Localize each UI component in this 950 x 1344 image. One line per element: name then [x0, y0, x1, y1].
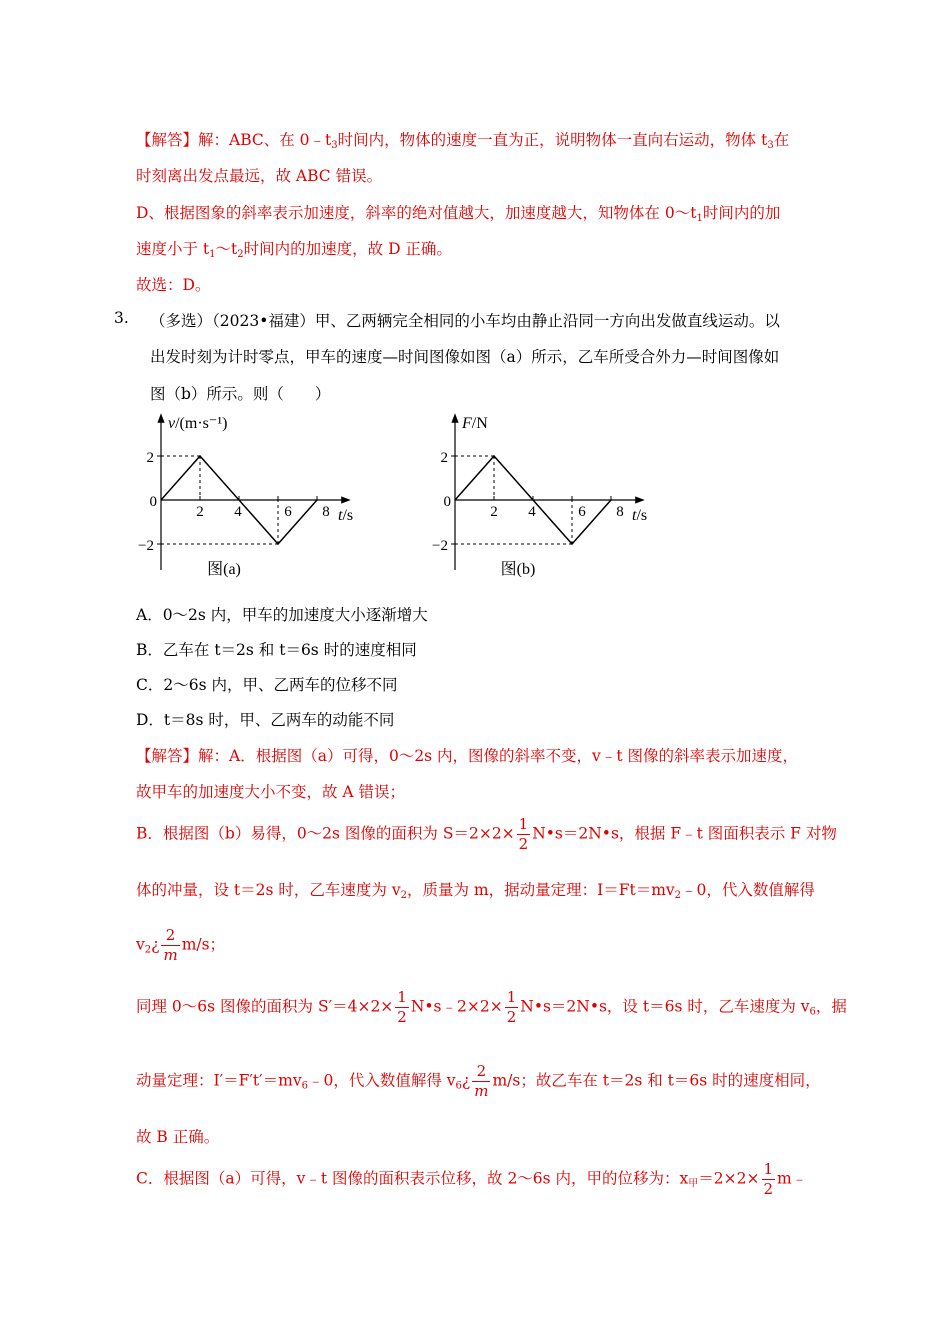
question-line-3: 图（b）所示。则（ ）	[150, 385, 331, 403]
fraction: $\frac{2}{m}$	[163, 926, 178, 964]
y-tick-label: 2	[440, 450, 448, 466]
prev-answer-line-4: 速度小于 $t_1\sim t_2$时间内的加速度，故 D 正确。	[136, 240, 452, 260]
figure-a-velocity-time	[128, 410, 378, 582]
x-tick-label: 2	[490, 504, 498, 520]
figure-caption: 图(b)	[500, 561, 536, 578]
solution-b-line-1: B．根据图（b）易得，0～2s 图像的面积为 S＝2×2× $\frac{1}{2}$ N•s＝2N•s，根据 F﹣t 图面积表示 F 对物	[136, 815, 837, 853]
x-tick-label: 6	[284, 504, 292, 520]
prev-answer-line-3: D、根据图象的斜率表示加速度，斜率的绝对值越大，加速度越大，知物体在 $0\sim t_1$时间内的加	[136, 204, 781, 224]
solution-a-line-1: 【解答】解：A．根据图（a）可得，0～2s 内，图像的斜率不变，v﹣t 图像的斜率表示加速度，	[136, 747, 798, 765]
x-tick-label: 8	[322, 504, 330, 520]
x-axis-label: t/s	[338, 507, 354, 524]
solution-c-line-1: C．根据图（a）可得，v﹣t 图像的面积表示位移，故 2～6s 内，甲的位移为：$x_甲=2\times 2\times$ $\frac{1}{2}$ m﹣	[136, 1160, 808, 1198]
option-b: B．乙车在 t＝2s 和 t＝6s 时的速度相同	[136, 641, 417, 659]
solution-b-line-5: 动量定理：$I'=F't'=mv_6﹣0$，代入数值解得 $v_6¿$ $\frac{2}{m}$ m/s；故乙车在 t＝2s 和 t＝6s 时的速度相同，	[136, 1062, 821, 1100]
x-tick-label: 8	[616, 504, 624, 520]
y-tick-label: 2	[146, 450, 154, 466]
solution-b-line-2: 体的冲量，设 t＝2s 时，乙车速度为 $v_2$，质量为 m，据动量定理：$I=Ft=mv_2﹣0$，代入数值解得	[136, 881, 815, 901]
fraction: $\frac{1}{2}$	[763, 1160, 774, 1198]
figure-b-force-time	[422, 410, 672, 582]
option-d: D．t＝8s 时，甲、乙两车的动能不同	[136, 711, 395, 729]
prev-answer-line-1: 【解答】解：ABC、在 $0﹣t_3$时间内，物体的速度一直为正，说明物体一直向右运动，物体 $t_3$在	[136, 131, 790, 151]
x-tick-label: 6	[578, 504, 586, 520]
y-tick-label: −2	[432, 538, 448, 554]
solution-a-line-2: 故甲车的加速度大小不变，故 A 错误；	[136, 783, 406, 801]
fraction: $\frac{1}{2}$	[506, 988, 517, 1026]
figure-caption: 图(a)	[207, 561, 241, 578]
question-line-2: 出发时刻为计时零点，甲车的速度—时间图像如图（a）所示，乙车所受合外力—时间图像如	[150, 348, 780, 366]
fraction: $\frac{1}{2}$	[397, 988, 407, 1026]
question-line-1: （多选）（2023•福建）甲、乙两辆完全相同的小车均由静止沿同一方向出发做直线运动。以	[150, 312, 780, 330]
prev-answer-line-2: 时刻离出发点最远，故 ABC 错误。	[136, 167, 383, 185]
x-axis-label: t/s	[632, 507, 648, 524]
prev-answer-conclusion: 故选：D。	[136, 276, 211, 294]
fraction: $\frac{1}{2}$	[518, 815, 529, 853]
y-axis-label: v/(m·s⁻¹)	[168, 415, 228, 432]
x-tick-label: 4	[528, 504, 536, 520]
fraction: $\frac{2}{m}$	[474, 1062, 489, 1100]
question-number: 3.	[114, 309, 129, 327]
option-a: A．0～2s 内，甲车的加速度大小逐渐增大	[136, 606, 428, 624]
y-axis-label: F/N	[462, 415, 488, 432]
answer-tag: 【解答】	[136, 747, 199, 765]
solution-b-line-3: $v_2¿$ $\frac{2}{m}$ m/s；	[136, 926, 226, 964]
solution-b-line-6: 故 B 正确。	[136, 1128, 220, 1146]
y-tick-label: 0	[149, 494, 157, 510]
x-tick-label: 2	[196, 504, 204, 520]
x-tick-label: 4	[234, 504, 242, 520]
y-tick-label: 0	[443, 494, 451, 510]
answer-tag: 【解答】	[136, 131, 199, 149]
option-c: C．2～6s 内，甲、乙两车的位移不同	[136, 676, 398, 694]
solution-b-line-4: 同理 0～6s 图像的面积为 S′＝4×2× $\frac{1}{2}$ N•s﹣2×2× $\frac{1}{2}$ N•s＝2N•s，设 t＝6s 时，乙车速度为 $v_6$，据	[136, 988, 847, 1026]
y-tick-label: −2	[138, 538, 154, 554]
